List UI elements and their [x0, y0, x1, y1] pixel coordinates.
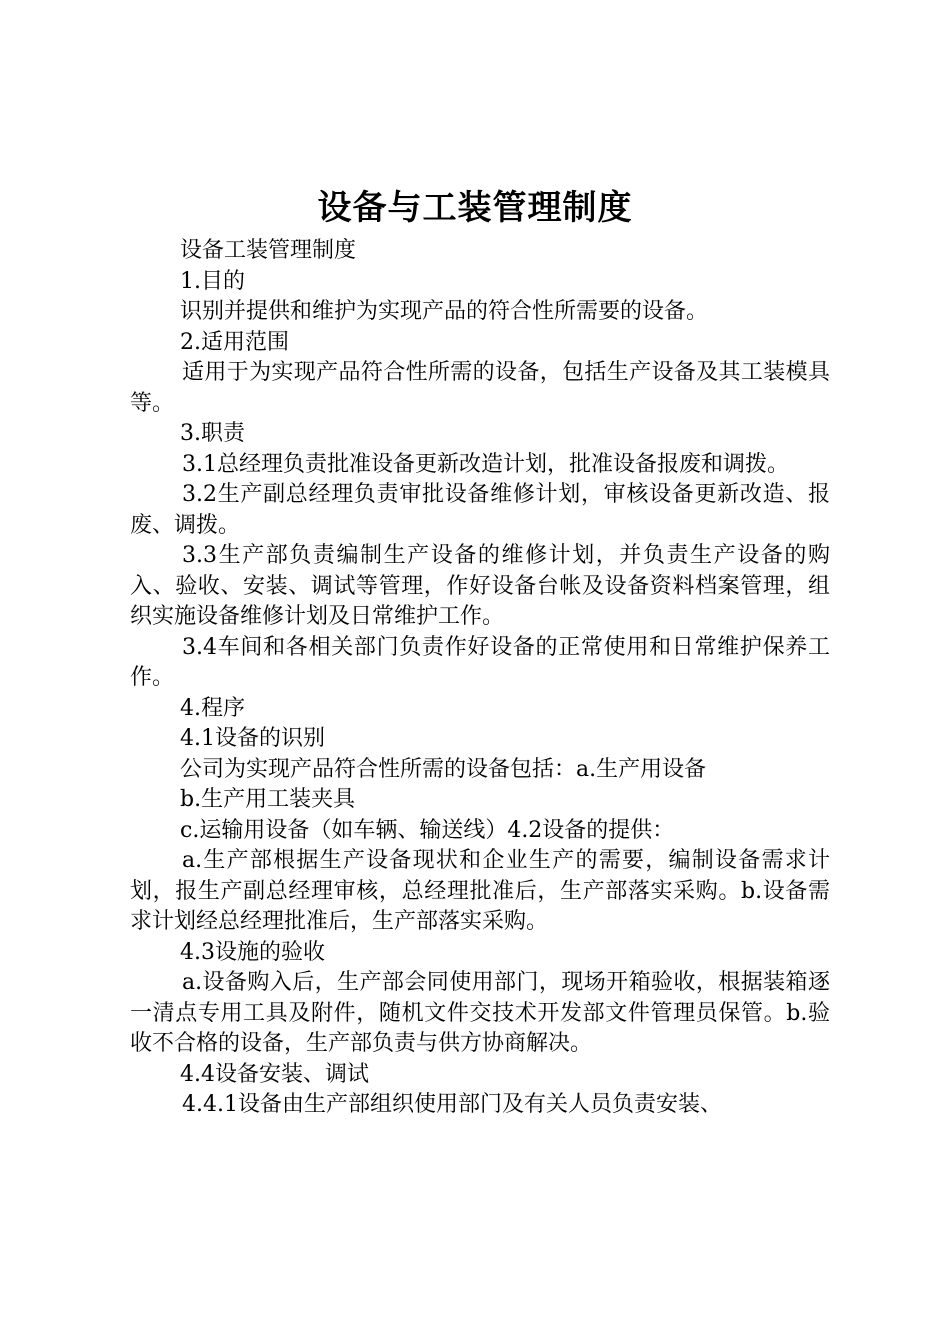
paragraph-3-3: 3.3生产部负责编制生产设备的维修计划，并负责生产设备的购入、验收、安装、调试等管理，作好设备台帐及设备资料档案管理，组织实施设备维修计划及日常维护工作。: [130, 543, 830, 629]
document-title: 设备与工装管理制度: [317, 188, 633, 228]
section-heading-scope: 2.适用范围: [180, 329, 289, 355]
paragraph-scope: 适用于为实现产品符合性所需的设备，包括生产设备及其工装模具等。: [130, 360, 830, 416]
paragraph-4-4-1: 4.4.1设备由生产部组织使用部门及有关人员负责安装、: [182, 1092, 722, 1117]
paragraph-4-1-c: c.运输用设备（如车辆、输送线）4.2设备的提供：: [180, 817, 675, 843]
section-heading-4-4: 4.4设备安装、调试: [180, 1061, 369, 1087]
document-body: [130, 236, 830, 1121]
paragraph-4-3: a.设备购入后，生产部会同使用部门，现场开箱验收，根据装箱逐一清点专用工具及附件，随机文件交技术开发部文件管理员保管。b.验收不合格的设备，生产部负责与供方协商解决。: [130, 970, 830, 1056]
paragraph-3-2: 3.2生产副总经理负责审批设备维修计划，审核设备更新改造、报废、调拨。: [130, 482, 830, 538]
paragraph-4-1-b: b.生产用工装夹具: [180, 787, 356, 812]
paragraph-3-4: 3.4车间和各相关部门负责作好设备的正常使用和日常维护保养工作。: [130, 634, 830, 690]
paragraph-3-1: 3.1总经理负责批准设备更新改造计划，批准设备报废和调拨。: [182, 451, 789, 477]
paragraph-purpose: 识别并提供和维护为实现产品的符合性所需要的设备。: [180, 299, 709, 324]
paragraph-subtitle: 设备工装管理制度: [180, 238, 357, 263]
paragraph-4-2: a.生产部根据生产设备现状和企业生产的需要，编制设备需求计划，报生产副总经理审核，总经理批准后，生产部落实采购。b.设备需求计划经总经理批准后，生产部落实采购。: [130, 848, 830, 934]
section-heading-purpose: 1.目的: [180, 268, 245, 294]
section-heading-responsibilities: 3.职责: [180, 421, 245, 446]
section-heading-4-1: 4.1设备的识别: [180, 726, 325, 751]
section-heading-procedure: 4.程序: [180, 695, 245, 721]
section-heading-4-3: 4.3设施的验收: [180, 939, 325, 965]
paragraph-4-1: 公司为实现产品符合性所需的设备包括：a.生产用设备: [180, 756, 707, 782]
